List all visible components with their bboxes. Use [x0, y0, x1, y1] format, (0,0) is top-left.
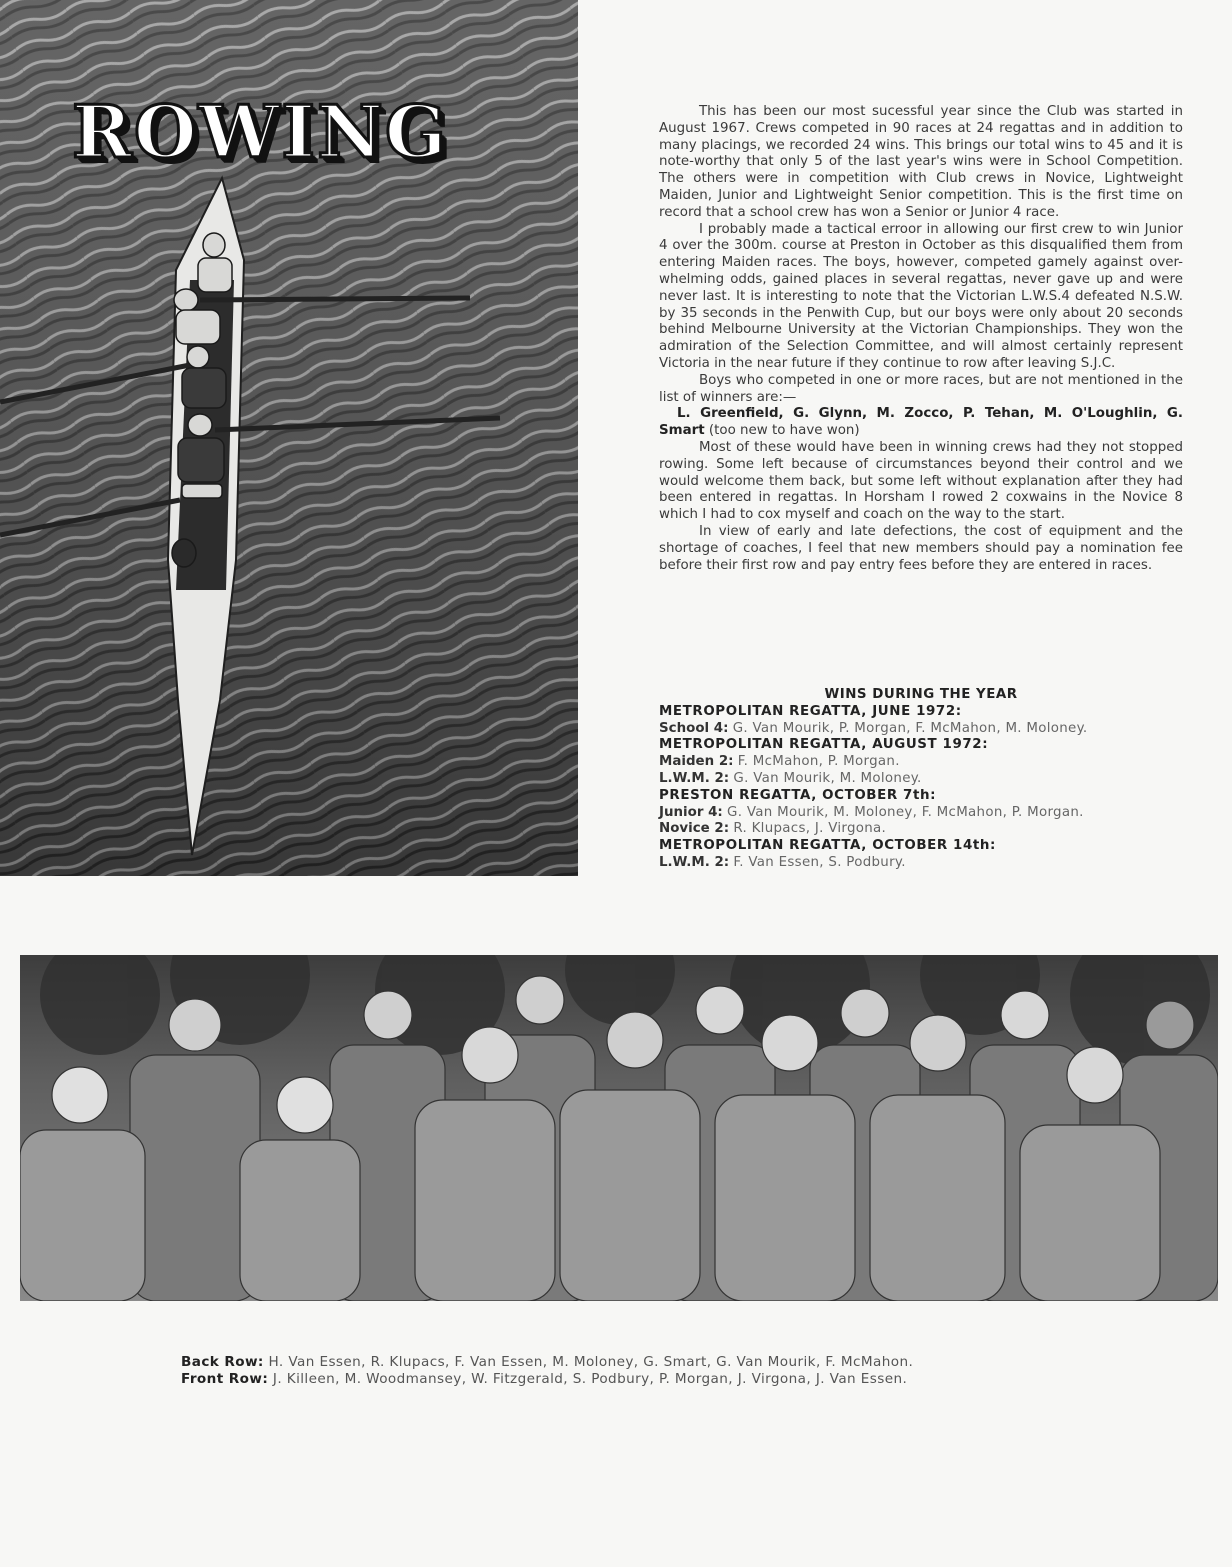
- caption-front-names: J. Killeen, M. Woodmansey, W. Fitzgerald, S. Podbury, P. Morgan, J. Virgona, J. Van Essen.: [272, 1371, 908, 1387]
- photo-caption: [181, 1354, 1081, 1388]
- page-title: ROWING: [72, 89, 449, 174]
- race-label: L.W.M. 2:: [659, 770, 730, 786]
- race-result: [659, 771, 1199, 788]
- race-result: [659, 721, 1199, 738]
- article-paragraph: This has been our most sucessful year since the Club was started in August 1967. Crews competed in 90 races at 24 regattas and in addition to many placings, we recorded 24 wins. This brings our total wins to 45 and it is note-worthy that only 5 of the last year's wins were in School Competition. The others were in competition with Club crews in Novice, Lightweight Maiden, Junior and Lightweight Senior competition. This is the first time on record that a school crew has won a Senior or Junior 4 race.: [659, 104, 1183, 220]
- race-crew: G. Van Mourik, M. Moloney.: [733, 770, 922, 786]
- race-crew: R. Klupacs, J. Virgona.: [733, 821, 887, 837]
- caption-front-label: Front Row:: [181, 1371, 269, 1387]
- regatta-name: METROPOLITAN REGATTA, AUGUST 1972:: [659, 737, 989, 753]
- regatta-name: METROPOLITAN REGATTA, OCTOBER 14th:: [659, 838, 996, 854]
- article-paragraph: Boys who competed in one or more races, but are not mentioned in the list of winners are:—: [659, 372, 1183, 405]
- article-body: [659, 104, 1183, 574]
- race-result: [659, 805, 1199, 822]
- article-paragraph: In view of early and late defections, the cost of equipment and the shortage of coaches, I feel that new members should pay a nomination fee before their first row and pay entry fees before they are entered in races.: [659, 523, 1183, 573]
- caption-back-label: Back Row:: [181, 1354, 264, 1370]
- non-winners-names: L. Greenfield, G. Glynn, M. Zocco, P. Tehan, M. O'Loughlin, G. Smart: [659, 406, 1183, 439]
- article-paragraph: Most of these would have been in winning crews had they not stopped rowing. Some left because of circumstances beyond their control and we would welcome them back, but some left without explanation after they had been entered in regattas. In Horsham I rowed 2 coxwains in the Novice 8 which I had to cox myself and coach on the way to the start.: [659, 439, 1183, 523]
- race-result: [659, 754, 1199, 771]
- race-label: Maiden 2:: [659, 754, 734, 770]
- race-label: Novice 2:: [659, 821, 730, 837]
- race-result: [659, 855, 1199, 872]
- race-label: L.W.M. 2:: [659, 854, 730, 870]
- team-group-photo: [20, 955, 1218, 1301]
- race-label: Junior 4:: [659, 804, 723, 820]
- non-winners-list: [659, 406, 1183, 440]
- race-result: [659, 821, 1199, 838]
- race-crew: G. Van Mourik, P. Morgan, F. McMahon, M. Moloney.: [732, 720, 1088, 736]
- regatta-name: PRESTON REGATTA, OCTOBER 7th:: [659, 787, 937, 803]
- non-winners-note: (too new to have won): [704, 423, 860, 439]
- wins-list: [659, 687, 1199, 872]
- wins-heading: WINS DURING THE YEAR: [824, 687, 1018, 702]
- caption-front-row: [181, 1371, 1081, 1388]
- caption-back-names: H. Van Essen, R. Klupacs, F. Van Essen, M. Moloney, G. Smart, G. Van Mourik, F. McMahon.: [268, 1354, 914, 1370]
- article-paragraph: I probably made a tactical erroor in allowing our first crew to win Junior 4 over the 300m. course at Preston in October as this disqualified them from entering Maiden races. The boys, however, competed gamely against over-whelming odds, gained places in several regattas, never gave up and were never last. It is interesting to note that the Victorian L.W.S.4 defeated N.S.W. by 35 seconds in the Penwith Cup, but our boys were only about 20 seconds behind Melbourne University at the Victorian Championships. They won the admiration of the Selection Committee, and will almost certainly represent Victoria in the near future if they continue to row after leaving S.J.C.: [659, 221, 1183, 371]
- caption-back-row: [181, 1354, 1081, 1371]
- race-crew: F. McMahon, P. Morgan.: [737, 754, 900, 770]
- regatta-name: METROPOLITAN REGATTA, JUNE 1972:: [659, 703, 962, 719]
- race-crew: G. Van Mourik, M. Moloney, F. McMahon, P. Morgan.: [727, 804, 1084, 820]
- race-crew: F. Van Essen, S. Podbury.: [733, 854, 906, 870]
- team-group-image: [20, 955, 1218, 1301]
- race-label: School 4:: [659, 720, 729, 736]
